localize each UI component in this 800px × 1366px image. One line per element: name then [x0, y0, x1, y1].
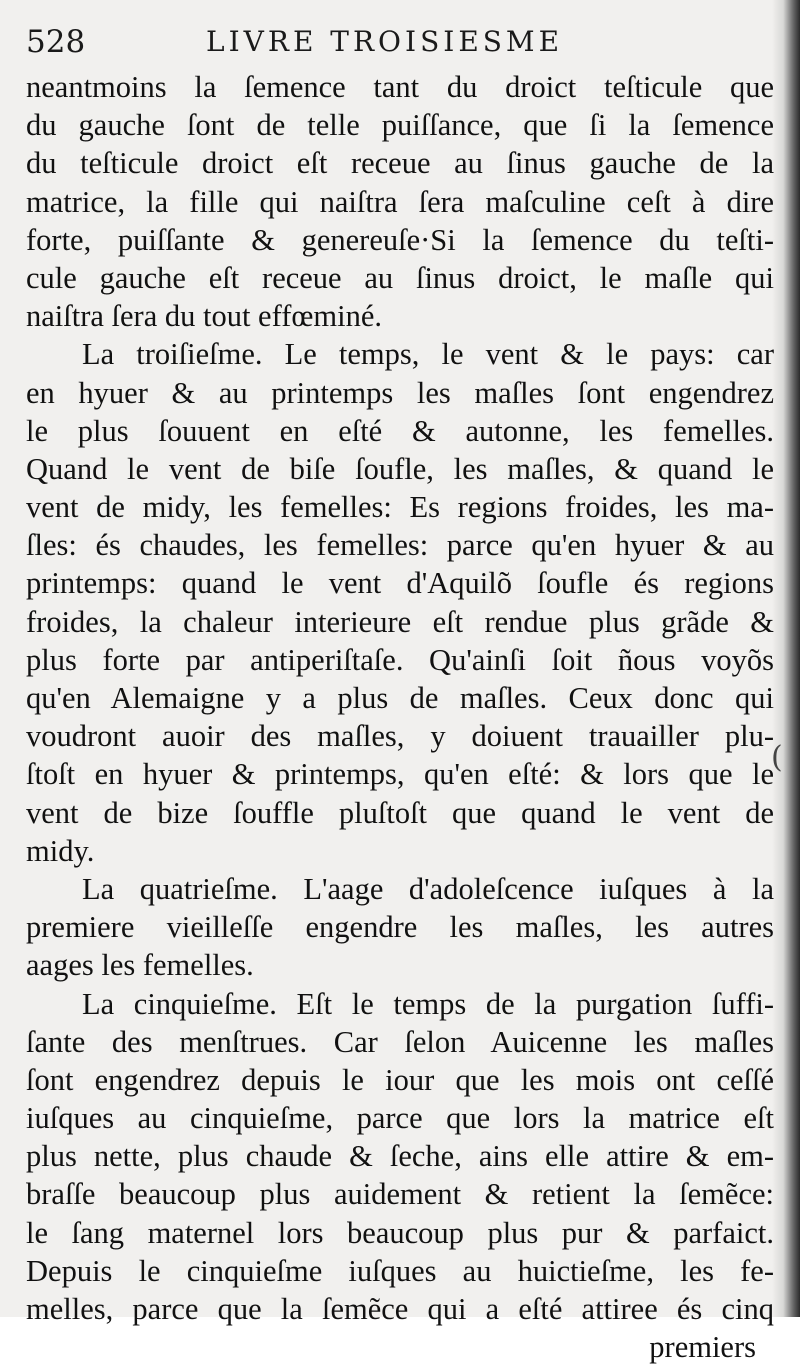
- text-line: melles, parce que la ſemẽce qui a eſté attiree és cinq: [26, 1292, 774, 1326]
- text-line: vent de midy, les femelles: Es regions froides, les ma-: [26, 490, 774, 525]
- text-line: froides, la chaleur interieure eſt rendue plus grãde &: [26, 604, 774, 639]
- text-line: le plus ſouuent en eſté & autonne, les femelles.: [26, 413, 774, 448]
- paragraph-start-line: La quatrieſme. L'aage d'adoleſcence iuſques à la: [82, 871, 774, 906]
- text-line: forte, puiſſante & genereuſe·Si la ſemence du teſti-: [26, 222, 774, 257]
- text-line: cule gauche eſt receue au ſinus droict, le maſle qui: [26, 260, 774, 295]
- text-line: du teſticule droict eſt receue au ſinus gauche de la: [26, 146, 774, 181]
- text-line: Depuis le cinquieſme iuſques au huictieſme, les fe-: [26, 1253, 774, 1288]
- text-line: midy.: [26, 833, 95, 868]
- text-line: iuſques au cinquieſme, parce que lors la matrice eſt: [26, 1101, 774, 1136]
- page-header: [26, 22, 766, 66]
- paragraph-start-line: La troiſieſme. Le temps, le vent & le pays: car: [82, 337, 774, 372]
- text-line: le ſang maternel lors beaucoup plus pur & parfaict.: [26, 1215, 774, 1250]
- text-line: matrice, la fille qui naiſtra ſera maſculine ceſt à dire: [26, 184, 774, 219]
- text-line: ſles: és chaudes, les femelles: parce qu'en hyuer & au: [26, 528, 774, 563]
- page-edge-shadow: [772, 0, 800, 1317]
- text-line: voudront auoir des maſles, y doiuent trauailler plu-: [26, 719, 774, 754]
- text-line: ſont engendrez depuis le iour que les mois ont ceſſé: [26, 1062, 774, 1097]
- text-line: en hyuer & au printemps les maſles ſont engendrez: [26, 375, 774, 410]
- text-line: qu'en Alemaigne y a plus de maſles. Ceux donc qui: [26, 681, 774, 715]
- margin-bracket-mark: (: [771, 740, 783, 775]
- paragraph-start-line: La cinquieſme. Eſt le temps de la purgation ſuffi-: [82, 986, 774, 1021]
- catchword: premiers: [649, 1330, 756, 1365]
- text-line: plus forte par antiperiſtaſe. Qu'ainſi ſoit ñous voyõs: [26, 642, 774, 677]
- text-line: braſſe beaucoup plus auidement & retient la ſemẽce:: [26, 1177, 774, 1212]
- text-line: aages les femelles.: [26, 948, 254, 983]
- text-line: du gauche ſont de telle puiſſance, que ſi la ſemence: [26, 108, 774, 143]
- text-line: printemps: quand le vent d'Aquilõ ſoufle és regions: [26, 566, 774, 601]
- text-line: Quand le vent de biſe ſoufle, les maſles, & quand le: [26, 451, 774, 486]
- text-line: ſante des menſtrues. Car ſelon Auicenne les maſles: [26, 1024, 774, 1059]
- text-line: plus nette, plus chaude & ſeche, ains elle attire & em-: [26, 1139, 774, 1174]
- text-line: naiſtra ſera du tout effœminé.: [26, 299, 382, 334]
- text-line: premiere vieilleſſe engendre les maſles, les autres: [26, 910, 774, 945]
- text-line: vent de bize ſouffle pluſtoſt que quand le vent de: [26, 795, 774, 830]
- running-title: LIVRE TROISIESME: [206, 25, 564, 58]
- text-line: neantmoins la ſemence tant du droict teſticule que: [26, 70, 774, 104]
- body-text: [26, 68, 774, 1366]
- text-line: ſtoſt en hyuer & printemps, qu'en eſté: & lors que le: [26, 757, 774, 792]
- page-number: 528: [26, 24, 86, 60]
